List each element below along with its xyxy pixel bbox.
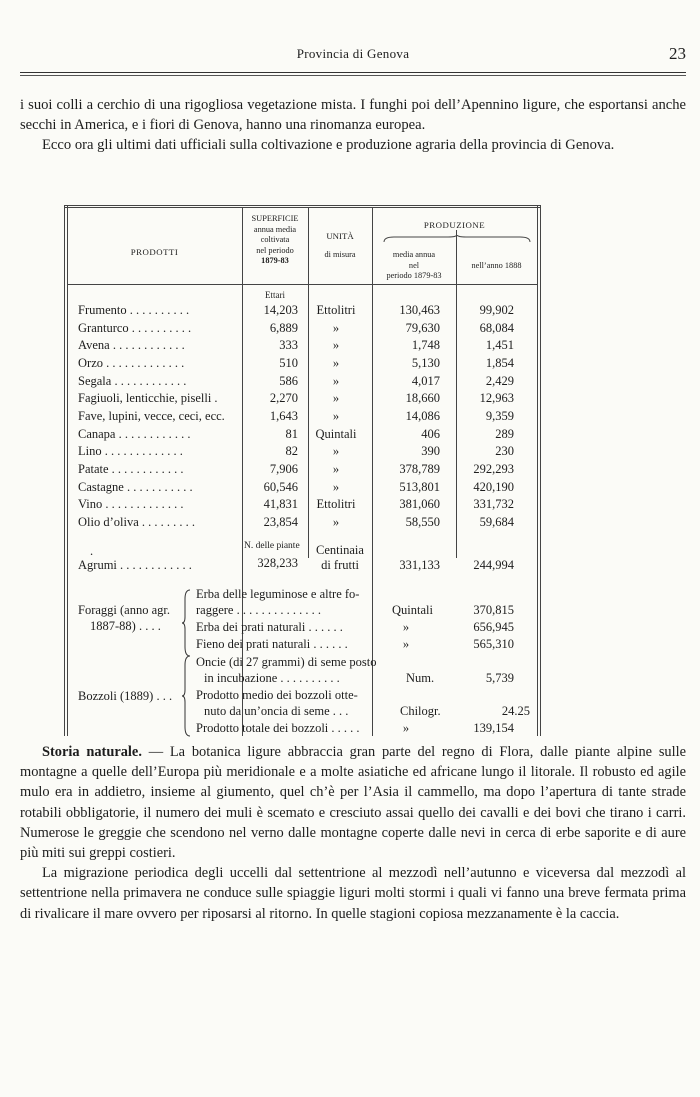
value-1888: 59,684	[479, 514, 514, 529]
surface-value: 60,546	[263, 479, 298, 494]
agrarian-table	[64, 205, 540, 736]
unit-value: »	[332, 444, 340, 459]
product-name: Lino . . . . . . . . . . . . .	[78, 444, 183, 459]
sup-h2: annua media	[253, 224, 297, 234]
media-value: 1,748	[411, 338, 440, 353]
product-name: Orzo . . . . . . . . . . . . .	[78, 355, 185, 370]
unita-h1: UNITÀ	[326, 231, 354, 241]
surface-value: 586	[279, 373, 298, 388]
surface-value: 2,270	[269, 391, 298, 406]
col-header-1888: nell’anno 1888	[471, 261, 522, 270]
produzione-brace	[382, 235, 532, 243]
sup-h1: SUPERFICIE	[251, 214, 299, 223]
header-rule	[20, 72, 686, 73]
table-top-border-inner	[64, 207, 540, 208]
product-name: Castagne . . . . . . . . . . .	[78, 479, 193, 494]
col-header-produzione: PRODUZIONE	[423, 220, 486, 230]
unit-value: »	[332, 391, 340, 406]
surface-value: 7,906	[269, 461, 298, 476]
surface-value: 23,854	[263, 514, 298, 529]
product-name: Segala . . . . . . . . . . . .	[78, 373, 187, 388]
table-row	[64, 480, 540, 498]
agrumi-1888: 244,994	[473, 558, 514, 572]
page-number: 23	[669, 44, 686, 63]
agrumi-unit-2: di frutti	[321, 558, 359, 572]
bozzoli-value-2: 5,739	[485, 671, 514, 685]
product-name: Vino . . . . . . . . . . . . .	[78, 497, 184, 512]
ettari-label: Ettari	[265, 290, 285, 300]
table-row	[64, 391, 540, 409]
story-paragraph-1	[20, 742, 686, 863]
bozzoli-brace	[182, 655, 192, 737]
media-value: 4,017	[411, 373, 440, 388]
sup-h3: coltivata	[260, 235, 290, 245]
col-header-superficie	[242, 214, 308, 267]
unit-value: »	[332, 479, 340, 494]
value-1888: 99,902	[479, 303, 514, 317]
product-name: Olio d’oliva . . . . . . . . .	[78, 514, 196, 529]
unit-value: Ettolitri	[316, 497, 356, 512]
agrumi-media: 331,133	[399, 558, 440, 572]
value-1888: 289	[495, 426, 514, 441]
media-value: 14,086	[405, 408, 440, 423]
value-1888: 9,359	[485, 408, 514, 423]
bozzoli-line-1: Oncie (di 27 grammi) di seme posto	[196, 655, 377, 669]
media-value: 406	[421, 426, 440, 441]
surface-value: 81	[285, 426, 298, 441]
value-1888: 1,854	[485, 355, 514, 370]
value-1888: 331,732	[473, 497, 514, 512]
bozzoli-unit-4: Chilogr.	[400, 704, 441, 718]
media-value: 378,789	[399, 461, 440, 476]
agrumi-surface: 328,233	[257, 556, 298, 570]
table-top-border	[64, 205, 540, 206]
col-header-prodotti: PRODOTTI	[130, 247, 179, 257]
page-header	[20, 42, 686, 72]
intro-paragraph-1: i suoi colli a cerchio di una rigogliosa vegetazione mista. I funghi poi dell’Apennino ligure, che esportansi anche secchi in America, e i fiori di Genova, hanno una rinomanza europea.	[20, 97, 686, 133]
table-row	[64, 497, 540, 515]
table-row	[64, 374, 540, 392]
foraggi-label-1: Foraggi (anno agr.	[78, 603, 170, 617]
sup-h5: 1879-83	[261, 256, 289, 266]
bozzoli-value-5: 139,154	[473, 721, 514, 735]
foraggi-unit-2: Quintali	[392, 603, 433, 617]
value-1888: 230	[495, 444, 514, 459]
table-row	[64, 409, 540, 427]
surface-value: 333	[279, 338, 298, 353]
running-title: Provincia di Genova	[296, 46, 410, 61]
table-row	[64, 427, 540, 445]
unit-value: »	[332, 461, 340, 476]
value-1888: 1,451	[485, 338, 514, 353]
value-1888: 68,084	[479, 320, 514, 335]
foraggi-line-4: Fieno dei prati naturali . . . . . .	[196, 637, 348, 651]
bozzoli-line-4: nuto da un’oncia di seme . . .	[204, 704, 349, 718]
value-1888: 292,293	[473, 461, 514, 476]
agrumi-dot: .	[90, 544, 94, 558]
story-paragraph-2: La migrazione periodica degli uccelli dal settentrione al mezzodì nell’autunno e viceversa dal mezzodì al settentrione nella primavera ne conduce sulle spiaggie liguri molti stormi i quali vi fanno una breve fermata prima di rivalicare il mare ovvero per riposarsi al ritorno. In quelle stagioni copiosa mezzanamente è la caccia.	[20, 865, 686, 922]
bozzoli-value-4: 24.25	[501, 704, 530, 718]
media-value: 513,801	[399, 479, 440, 494]
media-value: 58,550	[405, 514, 440, 529]
product-name: Frumento . . . . . . . . . .	[78, 303, 190, 317]
foraggi-unit-4: »	[402, 637, 410, 651]
media-h1: media annua	[392, 250, 436, 259]
header-bottom-rule	[67, 284, 537, 285]
surface-value: 6,889	[269, 320, 298, 335]
table-row	[64, 515, 540, 533]
agrumi-unit-1: Centinaia	[316, 543, 364, 557]
product-name: Avena . . . . . . . . . . . .	[78, 338, 185, 353]
unita-h2: di misura	[324, 249, 356, 259]
product-name: Canapa . . . . . . . . . . . .	[78, 426, 191, 441]
surface-value: 1,643	[269, 408, 298, 423]
intro-paragraph-2: Ecco ora gli ultimi dati ufficiali sulla coltivazione e produzione agraria della provincia di Genova.	[42, 137, 615, 153]
media-h3: periodo 1879-83	[386, 271, 442, 281]
foraggi-value-4: 565,310	[473, 637, 514, 651]
table-row	[64, 338, 540, 356]
header-rule-thin	[20, 75, 686, 76]
value-1888: 420,190	[473, 479, 514, 494]
intro-text	[20, 95, 686, 155]
product-name: Fagiuoli, lenticchie, piselli .	[78, 391, 218, 406]
bozzoli-line-2: in incubazione . . . . . . . . . .	[204, 671, 340, 685]
col-header-unita	[308, 231, 372, 260]
table-row	[64, 444, 540, 462]
bozzoli-label: Bozzoli (1889) . . .	[78, 689, 173, 703]
unit-value: Ettolitri	[316, 303, 356, 317]
media-h2: nel	[408, 260, 420, 270]
product-name: Granturco . . . . . . . . . .	[78, 320, 192, 335]
table-row	[64, 321, 540, 339]
media-value: 18,660	[405, 391, 440, 406]
media-value: 381,060	[399, 497, 440, 512]
media-value: 130,463	[399, 303, 440, 317]
story-heading: Storia naturale.	[42, 744, 142, 760]
table-border-right	[540, 205, 541, 736]
foraggi-line-1: Erba delle leguminose e altre fo-	[196, 587, 360, 601]
story-paragraph-1-text: — La botanica ligure abbraccia gran parte del regno di Flora, dalle piante alpine sulle montagne a quelle dell’Europa più meridionale e a molte asiatiche ed africane lungo il litorale. Il robusto ed agile mulo era in addietro, insieme al giumento, quel ch’è per l’Asia il cammello, ma dopo l’apertura di tante strade rotabili obbligatorie, il numero dei muli è scemato e cresciuto assai quello dei cavalli e dei bovi che tirano i carri. Numerose le greggie che scendono nel verno dalle montagne coperte dalle nevi in cerca di erbe saporite e di aure più miti sui greppi costieri.	[20, 744, 686, 862]
unit-value: »	[332, 408, 340, 423]
surface-value: 41,831	[263, 497, 298, 512]
agrumi-name: Agrumi . . . . . . . . . . . .	[78, 558, 192, 572]
surface-value: 14,203	[263, 303, 298, 317]
foraggi-unit-3: »	[402, 620, 410, 634]
table-row	[64, 303, 540, 321]
unit-value: »	[332, 373, 340, 388]
agrumi-note: N. delle piante	[244, 541, 300, 551]
value-1888: 2,429	[485, 373, 514, 388]
unit-value: »	[332, 355, 340, 370]
media-value: 79,630	[405, 320, 440, 335]
table-row	[64, 356, 540, 374]
table-row	[64, 462, 540, 480]
surface-value: 510	[279, 355, 298, 370]
foraggi-line-3: Erba dei prati naturali . . . . . .	[196, 620, 343, 634]
foraggi-value-2: 370,815	[473, 603, 514, 617]
unit-value: »	[332, 514, 340, 529]
bozzoli-unit-2: Num.	[406, 671, 435, 685]
value-1888: 12,963	[479, 391, 514, 406]
product-name: Patate . . . . . . . . . . . .	[78, 461, 184, 476]
media-value: 390	[421, 444, 440, 459]
unit-value: »	[332, 320, 340, 335]
storia-naturale-text	[20, 742, 686, 924]
bozzoli-line-5: Prodotto totale dei bozzoli . . . . .	[196, 721, 360, 735]
foraggi-line-2: raggere . . . . . . . . . . . . . .	[196, 603, 321, 617]
media-value: 5,130	[411, 355, 440, 370]
col-header-media	[372, 250, 456, 282]
unit-value: Quintali	[315, 426, 357, 441]
foraggi-label-2: 1887-88) . . . .	[90, 619, 161, 633]
sup-h4: nel periodo	[256, 245, 294, 255]
foraggi-value-3: 656,945	[473, 620, 514, 634]
surface-value: 82	[285, 444, 298, 459]
foraggi-brace	[182, 589, 192, 657]
unit-value: »	[332, 338, 340, 353]
bozzoli-unit-5: »	[402, 721, 410, 735]
bozzoli-line-3: Prodotto medio dei bozzoli otte-	[196, 688, 358, 702]
product-name: Fave, lupini, vecce, ceci, ecc.	[78, 408, 225, 423]
